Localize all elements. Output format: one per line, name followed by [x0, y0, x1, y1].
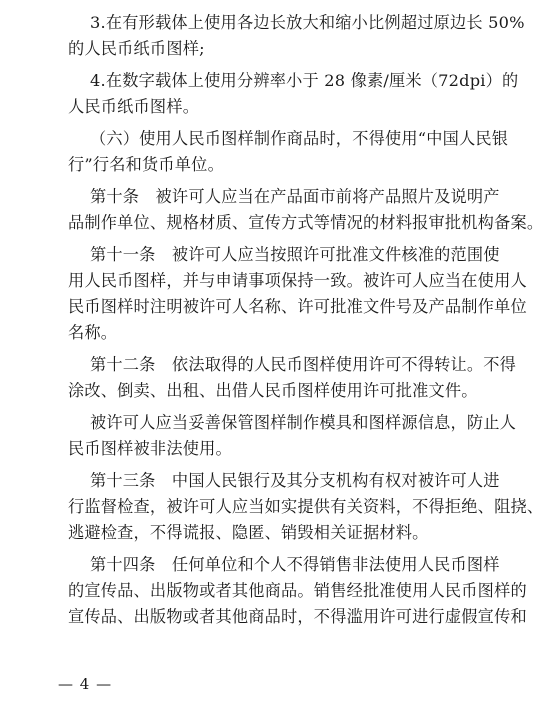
text-line: 用人民币图样，并与申请事项保持一致。被许可人应当在使用人 — [68, 271, 527, 290]
text-line: 涂改、倒卖、出租、出借人民币图样使用许可批准文件。 — [68, 381, 478, 400]
text-line: 的宣传品、出版物或者其他商品。销售经批准使用人民币图样的 — [68, 581, 527, 600]
text-line: 行监督检查，被许可人应当如实提供有关资料，不得拒绝、阻挠、 — [68, 497, 544, 516]
text-line: （六）使用人民币图样制作商品时，不得使用“中国人民银 — [90, 129, 509, 148]
text-line: 第十二条 依法取得的人民币图样使用许可不得转让。不得 — [90, 355, 517, 374]
text-line: 逃避检查，不得谎报、隐匿、销毁相关证据材料。 — [68, 523, 429, 542]
text-line: 民币图样被非法使用。 — [68, 439, 232, 458]
text-line: 第十四条 任何单位和个人不得销售非法使用人民币图样 — [90, 555, 500, 574]
document-body — [68, 10, 544, 630]
page-number: — 4 — — [58, 675, 113, 693]
text-line: 第十一条 被许可人应当按照许可批准文件核准的范围使 — [90, 245, 500, 264]
text-line: 4.在数字载体上使用分辨率小于 28 像素/厘米（72dpi）的 — [90, 71, 519, 90]
text-line: 民币图样时注明被许可人名称、许可批准文件号及产品制作单位 — [68, 297, 527, 316]
text-line: 品制作单位、规格材质、宣传方式等情况的材料报审批机构备案。 — [68, 213, 544, 232]
text-line: 3.在有形载体上使用各边长放大和缩小比例超过原边长 50% — [90, 13, 525, 32]
text-line: 被许可人应当妥善保管图样制作模具和图样源信息，防止人 — [90, 413, 517, 432]
text-line: 的人民币纸币图样; — [68, 39, 205, 58]
text-line: 第十三条 中国人民银行及其分支机构有权对被许可人进 — [90, 471, 500, 490]
text-line: 宣传品、出版物或者其他商品时，不得滥用许可进行虚假宣传和 — [68, 607, 527, 626]
text-line: 第十条 被许可人应当在产品面市前将产品照片及说明产 — [90, 187, 500, 206]
text-line: 名称。 — [68, 323, 118, 342]
text-line: 人民币纸币图样。 — [68, 97, 200, 116]
text-line: 行”行名和货币单位。 — [68, 155, 224, 174]
